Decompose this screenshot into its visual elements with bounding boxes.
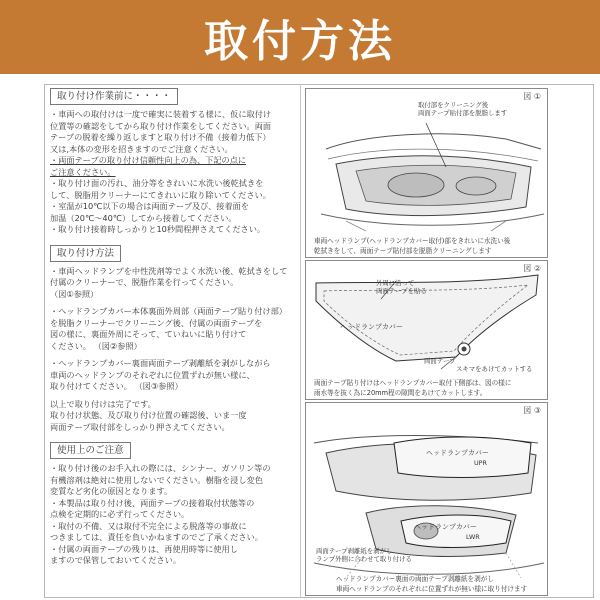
figure-2 (305, 260, 548, 400)
paragraph: 以上で取り付けは完了です。 取り付け状態、及び取り付け位置の確認後、いま一度 両面テープ取付部をしっかり押さえてください。 (50, 398, 247, 432)
cover-upper-label: ヘッドランプカバー (426, 449, 489, 457)
cover-mounting-illustration (306, 403, 548, 596)
figure-caption: 車両ヘッドランプ(ヘッドランプカバー取付)部をきれいに水洗い後 乾拭きをして、両面テープ貼付部を脱脂クリーニングします (314, 237, 511, 255)
figure-caption: ヘッドランプカバー裏面の両面テープ剥離紙を剥がし 車両ヘッドランプのそれぞれに位置ずれが無い様に取り付けます (336, 575, 528, 593)
cover-label: ヘッドランプカバー (340, 323, 403, 331)
figure-number: 図 ① (523, 92, 541, 101)
paragraph: ・車両ヘッドランプを中性洗剤等でよく水洗い後、乾拭きをして 付属のクリーナーで、脱脂作業を行ってください。 （図①参照） (50, 265, 288, 299)
figure-number: 図 ③ (523, 406, 541, 415)
figure-3 (305, 402, 548, 596)
column-divider (300, 84, 301, 598)
section-heading-install-method: 取り付け方法 (50, 245, 121, 262)
paragraph: ・取り付け後のお手入れの際には、シンナー、ガソリン等の 有機溶剤は絶対に使用しないでください。樹脂を浸し変色 変質など劣化の原因となります。 ・本製品は取り付け後、両面テープの接着取付状態等の 点検を定期的に必ず行ってください。 ・取付の不備、又は取付不完全による脱落等の事故に つきましては、責任を負いかねますのでご了承ください。 ・付属の両面テープの残りは、再使用時等に使用し ますので保管しておいてください。 (50, 463, 271, 565)
paragraph: ・ヘッドランプカバー本体裏面外周部（両面テープ貼り付け部） を脱脂クリーナーでクリーニング後、付属の両面テープを 図の様に、裏面外周にそって、ていねいに貼り付けて ください。 （図②参照） (50, 306, 287, 351)
paragraph: ・ヘッドランプカバー裏面両面テープ剥離紙を剥がしながら 車両のヘッドランプのそれぞれに位置ずれが無い様に、 取り付けてください。 （図③参照） (50, 358, 271, 391)
paragraph: ・取り付け接着時しっかりと10秒間程押さえてください。 (50, 224, 266, 234)
section-heading-usage-cautions: 使用上のご注意 (50, 442, 131, 459)
lower-tag: LWR (466, 533, 480, 541)
figure-note: 取付部をクリーニング後 両面テープ貼付部を脱脂します (418, 101, 508, 118)
paragraph: ・車両への取付けは一度で確実に装着する様に、仮に取付け 位置等の確認をしてから取り付け作業をしてください。両面 テープの脱着を繰り返しますと取り付け不備（接着力低下） 又は,本体の変形を招きますのでご注意ください。 (50, 109, 272, 154)
tape-label: 両面テープ (424, 357, 456, 365)
paragraph: ・両面テープの取り付け信頼性向上の為、下記の点に ご注意ください。 (50, 155, 247, 177)
figure-note: 両面テープ剥離紙を剥がし ランプ外側に合わせて取り付ける (316, 547, 412, 564)
title-banner (0, 0, 600, 74)
figure-note: 外周に沿って 両面テープを貼る (376, 279, 427, 296)
figure-number: 図 ② (523, 264, 541, 273)
figure-caption: 両面テープ貼り付けはヘッドランプカバー取付下側部は、図の様に 雨水等を抜く為に20mm程の隙間をあけてカットします。 (314, 379, 512, 397)
upper-tag: UPR (474, 459, 487, 467)
paragraph: ・取り付け面の汚れ、油分等をきれいに水洗い後乾拭きを して、脱脂用クリーナーにてきれいに取り除いてください。 ・室温が10℃以下の場合は両面テープ及び、接着面を 加温（20℃〜40℃）してから接着してください。 (50, 178, 271, 223)
section-heading-before-install: 取り付け作業前に・・・・ (50, 88, 178, 105)
instructions-column (50, 88, 294, 567)
figure-1 (305, 88, 548, 258)
page-title: 取付方法 (204, 16, 396, 67)
cover-lower-label: ヘッドランプカバー (414, 523, 477, 531)
gap-label: スキマをあけてカットする (456, 365, 533, 373)
